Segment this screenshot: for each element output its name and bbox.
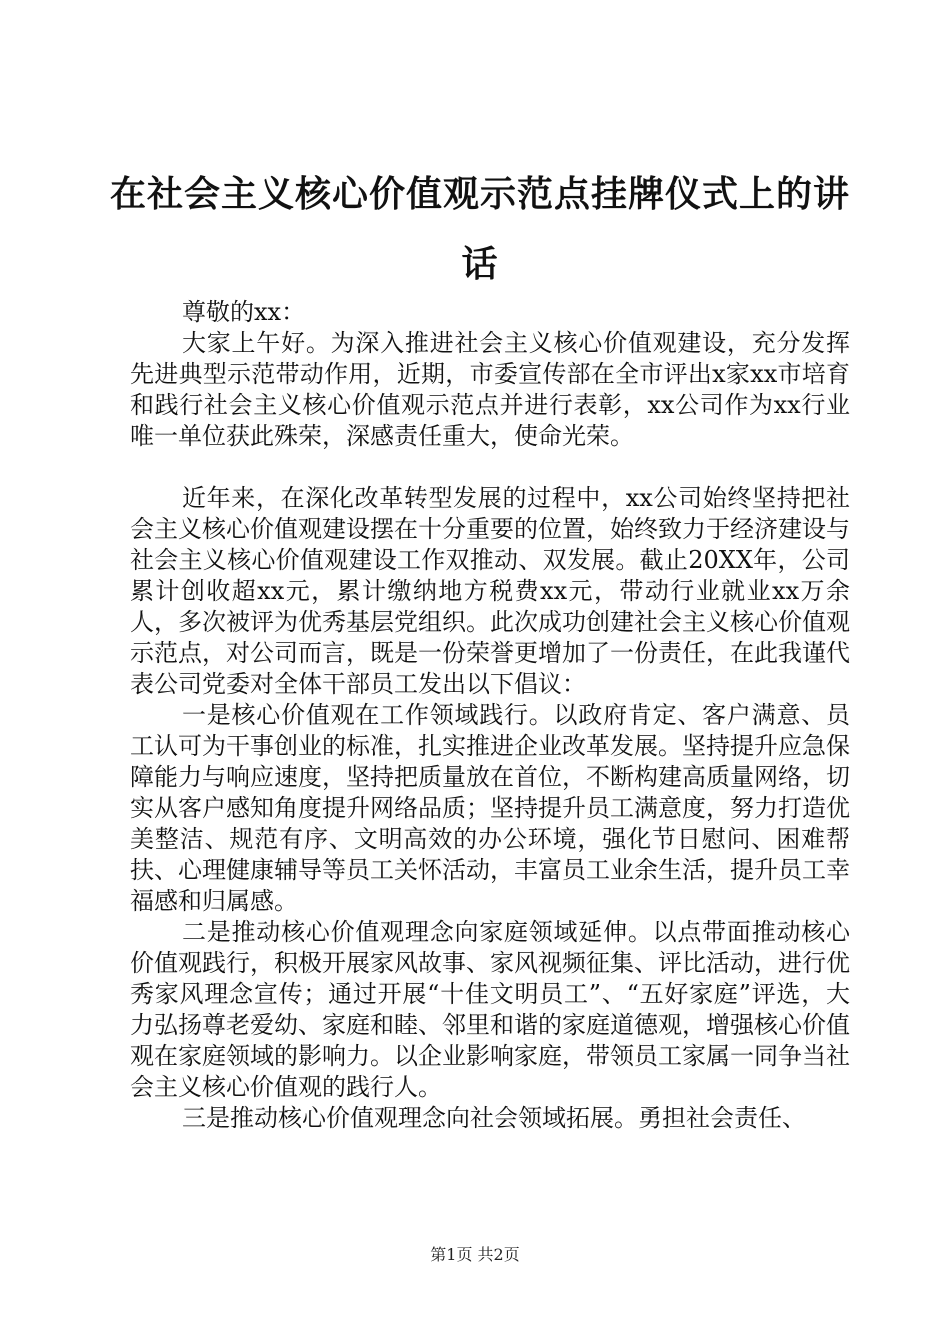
- paragraph-point-three: 三是推动核心价值观理念向社会领域拓展。勇担社会责任、: [182, 1104, 806, 1132]
- document-title: 在社会主义核心价值观示范点挂牌仪式上的讲话: [110, 174, 851, 285]
- page-footer: 第1页 共2页: [430, 1245, 520, 1264]
- paragraph-opening: 大家上午好。为深入推进社会主义核心价值观建设，充分发挥先进典型示范带动作用，近期，市委宣传部在全市评出x家xx市培育和践行社会主义核心价值观示范点并进行表彰，xx公司作为xx行业唯一单位获此殊荣，深感责任重大，使命光荣。: [130, 329, 850, 450]
- paragraph-point-two: 二是推动核心价值观理念向家庭领域延伸。以点带面推动核心价值观践行，积极开展家风故事、家风视频征集、评比活动，进行优秀家风理念宣传；通过开展“十佳文明员工”、“五好家庭”评选，大力弘扬尊老爱幼、家庭和睦、邻里和谐的家庭道德观，增强核心价值观在家庭领域的影响力。以企业影响家庭，带领员工家属一同争当社会主义核心价值观的践行人。: [130, 918, 850, 1101]
- paragraph-point-one: 一是核心价值观在工作领域践行。以政府肯定、客户满意、员工认可为干事创业的标准，扎实推进企业改革发展。坚持提升应急保障能力与响应速度，坚持把质量放在首位，不断构建高质量网络，切实从客户感知角度提升网络品质；坚持提升员工满意度，努力打造优美整洁、规范有序、文明高效的办公环境，强化节日慰问、困难帮扶、心理健康辅导等员工关怀活动，丰富员工业余生活，提升员工幸福感和归属感。: [130, 701, 850, 915]
- paragraph-background: 近年来，在深化改革转型发展的过程中，xx公司始终坚持把社会主义核心价值观建设摆在十分重要的位置，始终致力于经济建设与社会主义核心价值观建设工作双推动、双发展。截止20XX年，公司累计创收超xx元，累计缴纳地方税费xx元，带动行业就业xx万余人，多次被评为优秀基层党组织。此次成功创建社会主义核心价值观示范点，对公司而言，既是一份荣誉更增加了一份责任，在此我谨代表公司党委对全体干部员工发出以下倡议：: [130, 484, 850, 698]
- salutation: 尊敬的xx：: [182, 298, 306, 326]
- document-body: [130, 297, 850, 1134]
